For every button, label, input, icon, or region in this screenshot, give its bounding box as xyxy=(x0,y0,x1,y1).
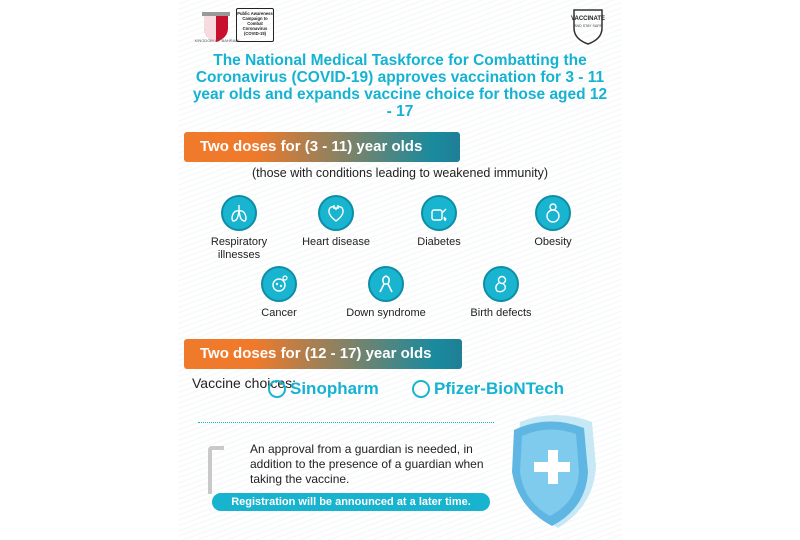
condition-label: Down syndrome xyxy=(346,307,426,319)
condition-label: Obesity xyxy=(534,236,572,248)
logo-caption: KINGDOM OF BAHRAIN xyxy=(194,38,240,43)
choice-pfizer xyxy=(412,379,564,399)
condition-birth-defects xyxy=(456,266,546,320)
cancer-cell-icon xyxy=(261,266,297,302)
shield-icon xyxy=(500,402,610,532)
condition-diabetes xyxy=(394,195,484,249)
condition-cancer xyxy=(234,266,324,320)
condition-label: Diabetes xyxy=(417,236,461,248)
headline: The National Medical Taskforce for Combatting the Coronavirus (COVID-19) approves vaccination for 3 - 11 year olds and expands vaccine choice for those aged 12 - 17 xyxy=(192,52,608,120)
condition-heart xyxy=(291,195,381,249)
divider xyxy=(198,422,494,423)
badge-subtitle: AND STAY SAFE xyxy=(574,24,602,28)
campaign-logo: Public Awareness Campaign to Combat Coronavirus (COVID-19) xyxy=(236,8,274,42)
section1-band: Two doses for (3 - 11) year olds xyxy=(184,132,460,162)
condition-label: Birth defects xyxy=(470,307,532,319)
choice-text: Pfizer-BioNTech xyxy=(434,379,565,398)
registration-note: Registration will be announced at a later time. xyxy=(212,493,490,511)
heart-icon xyxy=(318,195,354,231)
condition-obesity xyxy=(508,195,598,249)
section1-note: (those with conditions leading to weakened immunity) xyxy=(252,166,548,180)
guardian-approval-note: An approval from a guardian is needed, in addition to the presence of a guardian when taking the vaccine. xyxy=(250,442,484,486)
lungs-icon xyxy=(221,195,257,231)
vaccine-choices-label: Vaccine choices: xyxy=(192,375,297,391)
poster xyxy=(178,0,622,540)
choice-sinopharm xyxy=(268,379,379,399)
condition-label: Heart disease xyxy=(302,236,370,248)
condition-respiratory xyxy=(194,195,284,262)
condition-label: Respiratory illnesses xyxy=(210,236,268,261)
awareness-ribbon-icon xyxy=(368,266,404,302)
glucose-meter-icon xyxy=(421,195,457,231)
person-icon xyxy=(535,195,571,231)
bracket-decoration xyxy=(208,446,224,494)
circle-icon xyxy=(268,380,286,398)
fetus-icon xyxy=(483,266,519,302)
condition-down-syndrome xyxy=(341,266,431,320)
condition-label: Cancer xyxy=(261,307,297,319)
badge-title: VACCINATE xyxy=(570,16,606,22)
section2-band: Two doses for (12 - 17) year olds xyxy=(184,339,462,369)
circle-icon xyxy=(412,380,430,398)
choice-text: Sinopharm xyxy=(290,379,379,398)
